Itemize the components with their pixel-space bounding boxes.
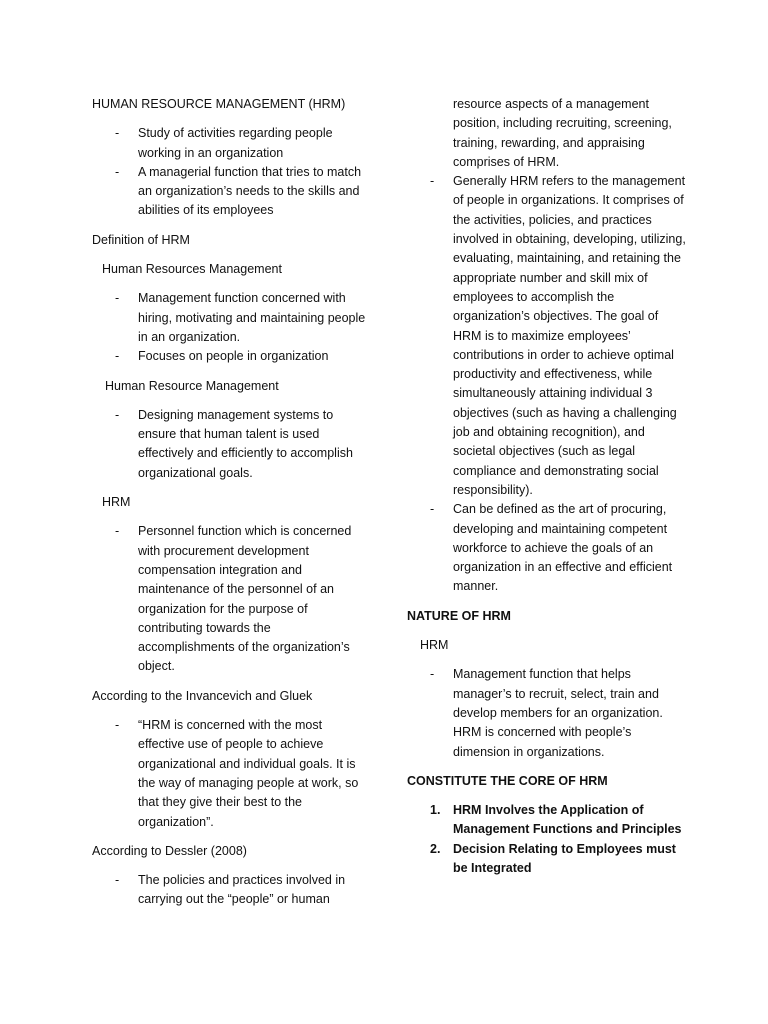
- document-title: HUMAN RESOURCE MANAGEMENT (HRM): [92, 97, 346, 111]
- nature-bullet-list: [407, 665, 687, 761]
- list-item: - A managerial function that tries to match an organization’s needs to the skills and abilities of its employees: [115, 164, 362, 218]
- dessler-bullet-list: [92, 871, 370, 910]
- invancevich-heading: According to the Invancevich and Gluek: [92, 688, 313, 703]
- hrm-bullet-list: [407, 172, 687, 597]
- def3-bullet-list: [92, 522, 370, 676]
- def3-heading: HRM: [102, 495, 131, 510]
- invancevich-bullet-list: [92, 716, 370, 832]
- right-column: [407, 95, 687, 878]
- dessler-continued-text: resource aspects of a management position, including recruiting, screening, training, rewarding, and appraising comprises of HRM.: [453, 97, 672, 169]
- intro-bullet-list: [92, 124, 370, 220]
- list-item: - Generally HRM refers to the management of people in organizations. It comprises of the activities, policies, and practices involved in obtaining, developing, utilizing, evaluating, maintaining, and retaining the appropriate number and skill mix of employees to accomplish the organization’s objectives. The goal of HRM is to maximize employees’ contributions in order to achieve optimal productivity and effectiveness, while simultaneously attaining individual 3 objectives (such as having a challenging job and obtaining recognition), and societal objectives (such as legal compliance and demonstrating social responsibility).: [430, 174, 686, 497]
- def2-heading: Human Resource Management: [105, 378, 279, 393]
- core-numbered-list: [407, 801, 687, 878]
- left-column: [92, 95, 370, 920]
- dessler-heading: According to Dessler (2008): [92, 843, 247, 858]
- nature-subheading: HRM: [420, 638, 449, 653]
- list-item: - Focuses on people in organization: [115, 349, 329, 364]
- list-item: - Management function that helps manager’s to recruit, select, train and develop members for an organization. HRM is concerned with people’s dimension in organizations.: [430, 667, 663, 759]
- definition-heading: Definition of HRM: [92, 232, 190, 247]
- list-item: - Study of activities regarding people working in an organization: [115, 126, 333, 160]
- list-item: 2. Decision Relating to Employees must be Integrated: [430, 841, 676, 875]
- list-item: - Designing management systems to ensure that human talent is used effectively and efficiently to accomplish organizational goals.: [115, 407, 353, 480]
- list-item: - Management function concerned with hiring, motivating and maintaining people in an organization.: [115, 291, 366, 344]
- list-item: - Personnel function which is concerned with procurement development compensation integration and maintenance of the personnel of an organization for the purpose of contributing towards the accomplishments of the organization’s object.: [115, 524, 352, 674]
- list-item: - The policies and practices involved in carrying out the “people” or human: [115, 873, 346, 907]
- list-item: 1. HRM Involves the Application of Management Functions and Principles: [430, 803, 682, 837]
- nature-heading: NATURE OF HRM: [407, 608, 511, 623]
- def1-heading: Human Resources Management: [102, 262, 282, 277]
- list-item: - Can be defined as the art of procuring, developing and maintaining competent workforce to achieve the goals of an organization in an effective and efficient manner.: [430, 502, 673, 594]
- list-item: - “HRM is concerned with the most effective use of people to achieve organizational and individual goals. It is the way of managing people at work, so that they give their best to the organization”.: [115, 718, 359, 829]
- def1-bullet-list: [92, 289, 370, 366]
- core-heading: CONSTITUTE THE CORE OF HRM: [407, 773, 608, 788]
- def2-bullet-list: [92, 406, 370, 483]
